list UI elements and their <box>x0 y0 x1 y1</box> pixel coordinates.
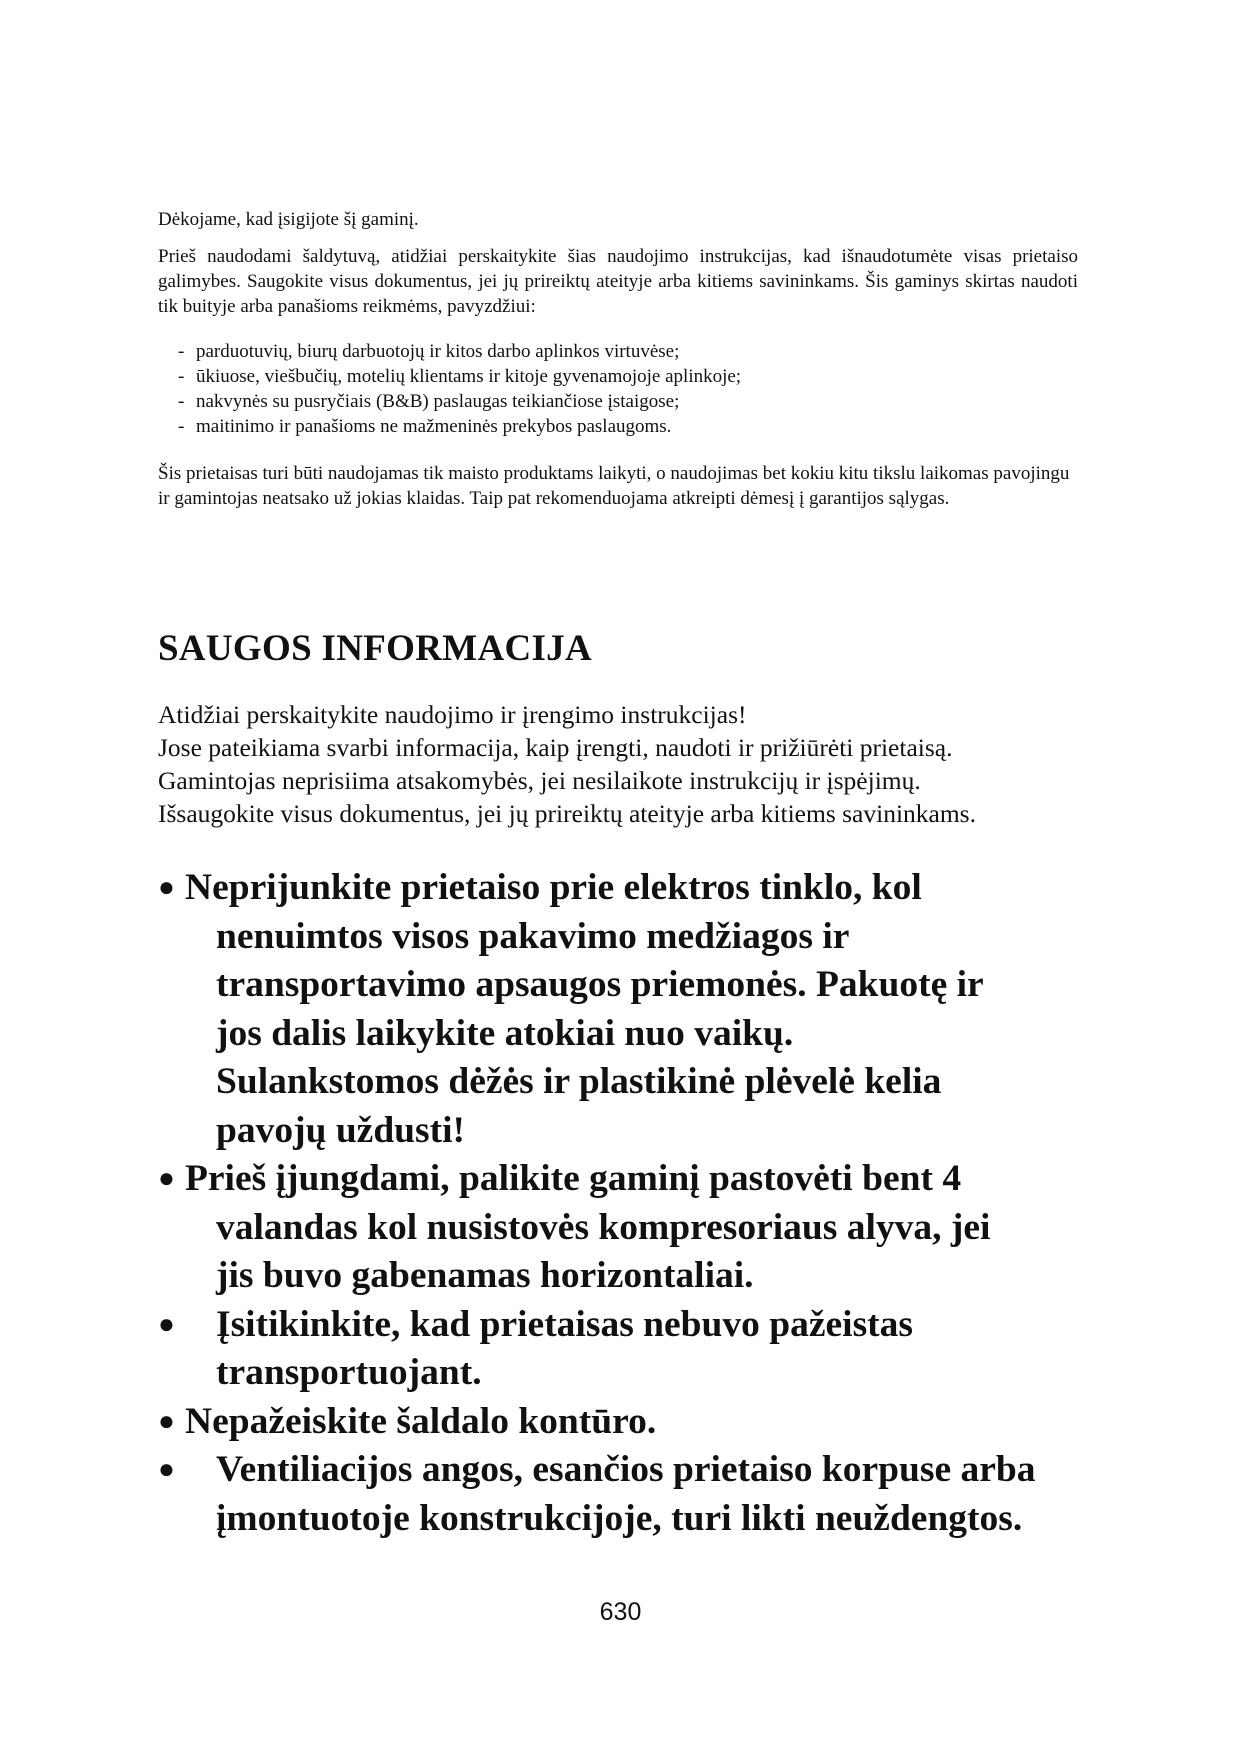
bullet-dot-icon: ● <box>158 1308 175 1340</box>
bullet-line: Nepažeiskite šaldalo kontūro. <box>185 1400 657 1442</box>
safety-intro-line: Atidžiai perskaitykite naudojimo ir įrengimo instrukcijas! <box>158 700 747 729</box>
bullet-line: jis buvo gabenamas horizontaliai. <box>216 1255 754 1296</box>
page-number: 630 <box>599 1598 642 1626</box>
bullet-line: transportuojant. <box>216 1352 482 1393</box>
bullet-line: valandas kol nusistovės kompresoriaus alyva, jei <box>216 1206 991 1248</box>
bullet-dot-icon: ● <box>158 872 175 903</box>
intro-section <box>158 207 1078 511</box>
safety-bullet <box>158 1446 1058 1543</box>
bullet-line: jos dalis laikykite atokiai nuo vaikų. <box>216 1012 794 1054</box>
bullet-line: Ventiliacijos angos, esančios prietaiso korpuse arba <box>216 1449 1036 1490</box>
bullet-line: pavojų uždusti! <box>216 1109 466 1151</box>
bullet-dot-icon: ● <box>158 1405 175 1437</box>
bullet-line: Prieš įjungdami, palikite gaminį pastovėti bent 4 <box>185 1158 962 1199</box>
safety-bullet <box>158 1155 1058 1301</box>
bullet-line: Neprijunkite prietaiso prie elektros tinklo, kol <box>185 867 922 908</box>
safety-bullet <box>158 1398 1058 1447</box>
safety-intro-line: Gamintojas neprisiima atsakomybės, jei nesilaikote instrukcijų ir įspėjimų. <box>158 766 921 795</box>
safety-intro-line: Jose pateikiama svarbi informacija, kaip įrengti, naudoti ir prižiūrėti prietaisą. <box>158 733 953 762</box>
list-item: - ūkiuose, viešbučių, motelių klientams ir kitoje gyvenamojoje aplinkoje; <box>178 366 742 387</box>
bullet-line: nenuimtos visos pakavimo medžiagos ir <box>216 915 850 957</box>
usage-paragraph: Šis prietaisas turi būti naudojamas tik maisto produktams laikyti, o naudojimas bet kokiu kitu tikslu laikomas pavojingu ir gamintojas neatsako už jokias klaidas. Taip pat rekomenduojama atkreipti dėmesį į garantijos sąlygas. <box>158 463 1070 509</box>
safety-bullet-list <box>158 864 1058 1543</box>
section-title: SAUGOS INFORMACIJA <box>158 628 593 669</box>
safety-intro <box>158 698 1118 830</box>
list-item: - parduotuvių, biurų darbuotojų ir kitos darbo aplinkos virtuvėse; <box>178 341 680 362</box>
bullet-line: Sulankstomos dėžės ir plastikinė plėvelė kelia <box>216 1061 942 1102</box>
safety-intro-line: Išsaugokite visus dokumentus, jei jų prireiktų ateityje arba kitiems savininkams. <box>158 799 976 828</box>
thanks-text: Dėkojame, kad įsigijote šį gaminį. <box>158 209 419 230</box>
bullet-dot-icon: ● <box>158 1163 175 1194</box>
intro-paragraph: Prieš naudodami šaldytuvą, atidžiai perskaitykite šias naudojimo instrukcijas, kad išnaudotumėte visas prietaiso galimybes. Saugokite visus dokumentus, jei jų prireiktų ateityje arba kitiems savininkams. Šis gaminys skirtas naudoti tik buityje arba panašioms reikmėms, pavyzdžiui: <box>158 246 1078 317</box>
bullet-line: įmontuotoje konstrukcijoje, turi likti neuždengtos. <box>216 1497 1023 1539</box>
bullet-line: transportavimo apsaugos priemonės. Pakuotę ir <box>216 964 984 1005</box>
bullet-dot-icon: ● <box>158 1454 175 1485</box>
safety-bullet <box>158 864 1058 1155</box>
bullet-line: Įsitikinkite, kad prietaisas nebuvo pažeistas <box>216 1303 913 1345</box>
safety-bullet <box>158 1301 1058 1398</box>
list-item: - maitinimo ir panašioms ne mažmeninės prekybos paslaugoms. <box>178 416 672 437</box>
usage-list <box>158 339 1078 439</box>
list-item: - nakvynės su pusryčiais (B&B) paslaugas teikiančiose įstaigose; <box>178 391 680 412</box>
